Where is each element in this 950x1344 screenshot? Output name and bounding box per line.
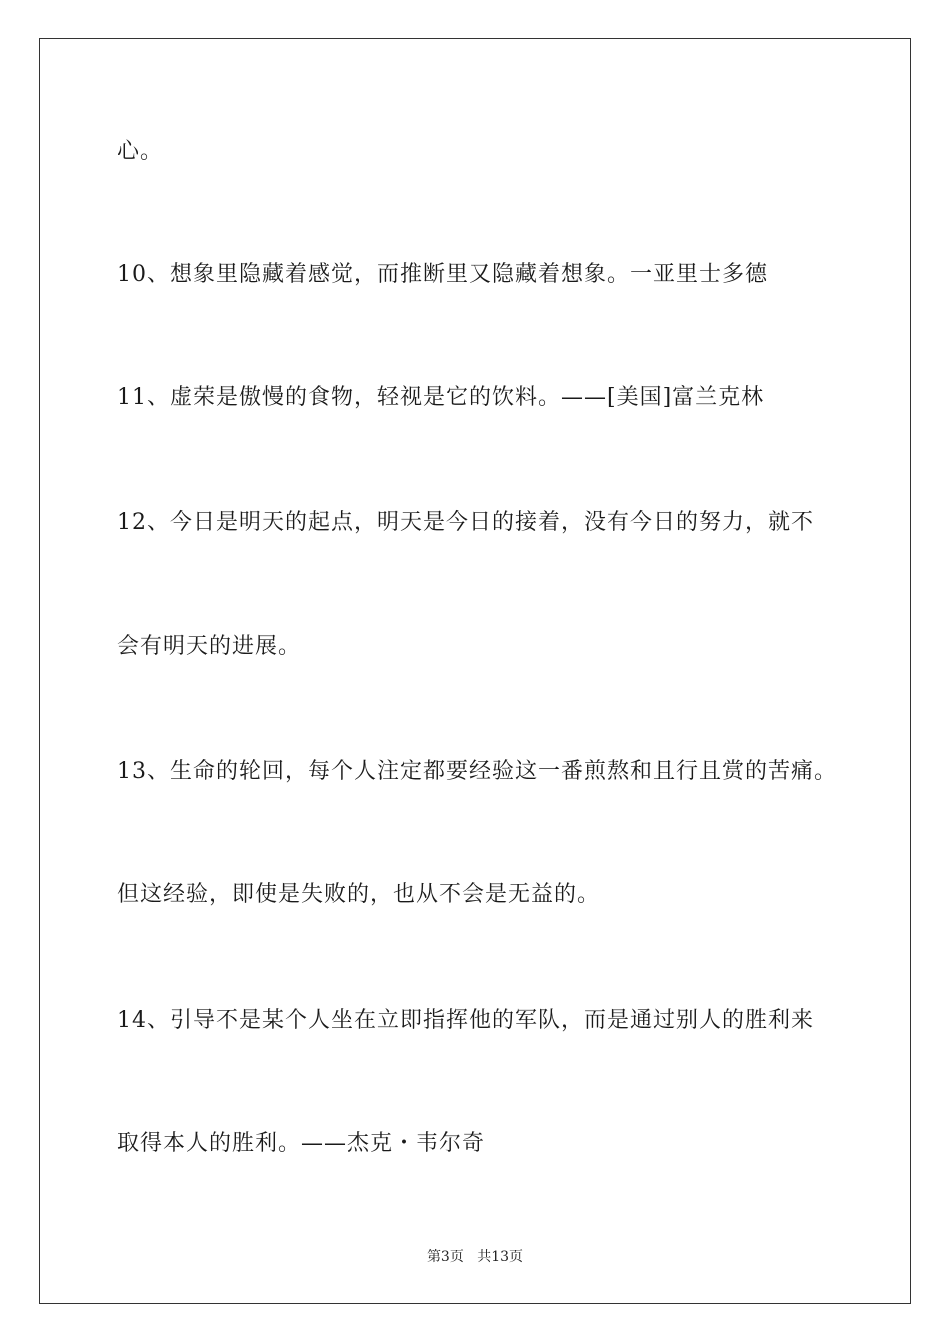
page-footer — [0, 1247, 950, 1267]
page-total: 共13页 — [477, 1249, 524, 1265]
page-frame — [39, 38, 911, 1304]
text-line: 心。 — [117, 139, 164, 164]
text-line: 13、生命的轮回，每个人注定都要经验这一番煎熬和且行且赏的苦痛。 — [117, 759, 837, 784]
text-line: 取得本人的胜利。——杰克・韦尔奇 — [117, 1131, 486, 1156]
text-line: 10、想象里隐藏着感觉，而推断里又隐藏着想象。一亚里士多德 — [117, 262, 768, 287]
text-line: 11、虚荣是傲慢的食物，轻视是它的饮料。——[美国]富兰克林 — [117, 385, 765, 410]
page-number: 第3页 — [426, 1249, 464, 1265]
text-line: 12、今日是明天的起点，明天是今日的接着，没有今日的努力，就不 — [117, 510, 814, 535]
text-line: 会有明天的进展。 — [117, 634, 302, 659]
text-line: 但这经验，即使是失败的，也从不会是无益的。 — [117, 882, 601, 907]
text-line: 14、引导不是某个人坐在立即指挥他的军队，而是通过别人的胜利来 — [117, 1008, 814, 1033]
